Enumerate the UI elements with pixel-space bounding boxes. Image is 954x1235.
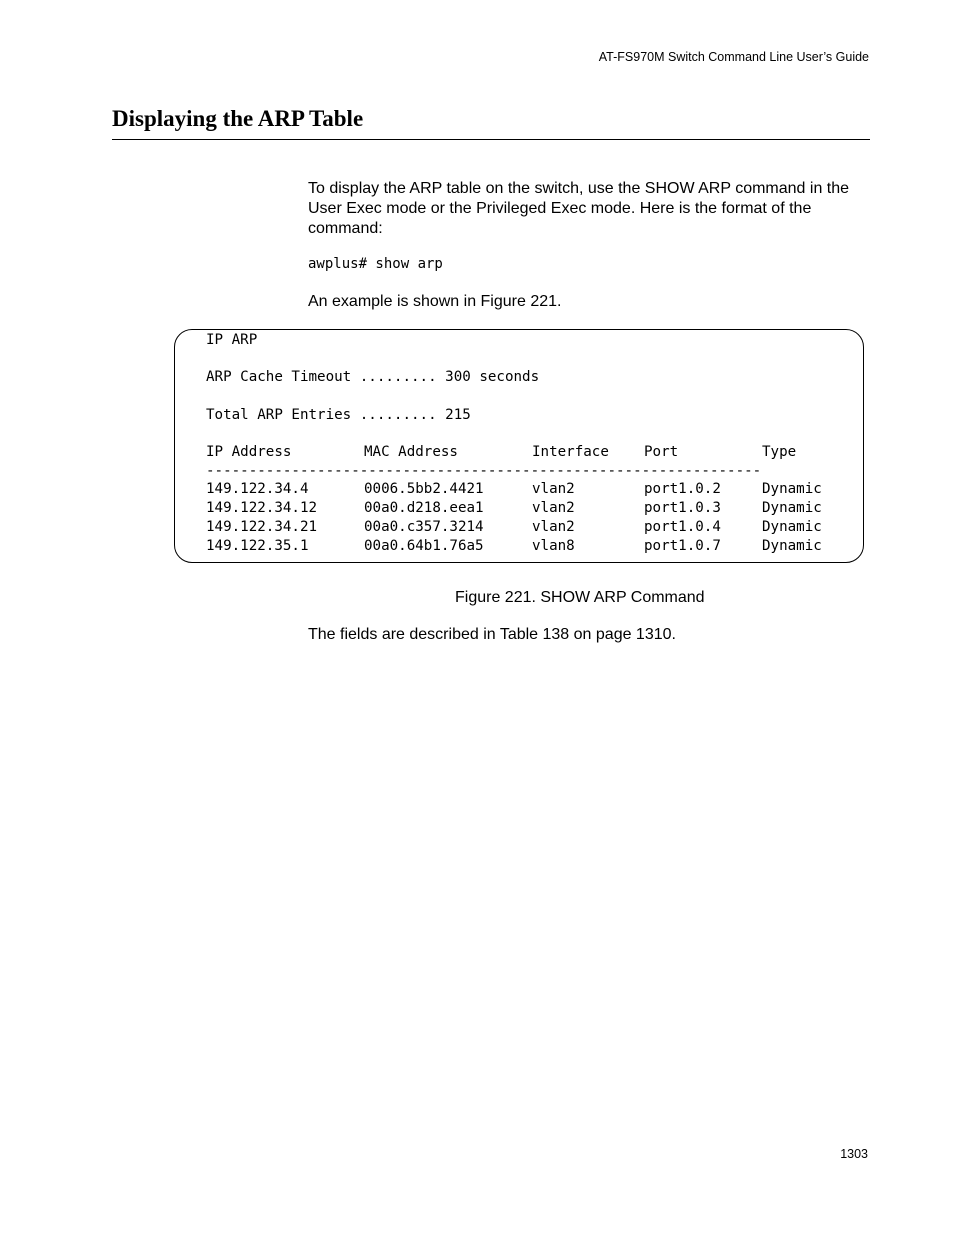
row-ip: 149.122.34.12 <box>206 500 318 516</box>
running-header: AT-FS970M Switch Command Line User’s Guide <box>598 50 869 64</box>
column-header-port: Port <box>644 444 679 460</box>
row-type: Dynamic <box>762 519 822 535</box>
row-type: Dynamic <box>762 538 822 554</box>
row-interface: vlan2 <box>532 519 575 535</box>
row-mac: 0006.5bb2.4421 <box>364 481 484 497</box>
figure-caption: Figure 221. SHOW ARP Command <box>455 589 705 606</box>
terminal-cache-timeout: ARP Cache Timeout ......... 300 seconds <box>206 369 540 385</box>
column-header-ip: IP Address <box>206 444 292 460</box>
terminal-separator: ----------------------------------------------------------------- <box>206 463 762 479</box>
section-title: Displaying the ARP Table <box>112 106 364 131</box>
terminal-total-entries: Total ARP Entries ......... 215 <box>206 407 471 423</box>
row-interface: vlan2 <box>532 481 575 497</box>
command-syntax: awplus# show arp <box>308 256 443 272</box>
row-mac: 00a0.64b1.76a5 <box>364 538 484 554</box>
row-interface: vlan2 <box>532 500 575 516</box>
row-type: Dynamic <box>762 500 822 516</box>
row-port: port1.0.2 <box>644 481 721 497</box>
row-port: port1.0.4 <box>644 519 721 535</box>
column-header-type: Type <box>762 444 797 460</box>
row-ip: 149.122.34.4 <box>206 481 309 497</box>
title-rule <box>112 139 870 140</box>
row-type: Dynamic <box>762 481 822 497</box>
row-ip: 149.122.35.1 <box>206 538 309 554</box>
fields-paragraph: The fields are described in Table 138 on page 1310. <box>308 626 676 643</box>
terminal-heading: IP ARP <box>206 332 258 348</box>
row-ip: 149.122.34.21 <box>206 519 318 535</box>
row-mac: 00a0.c357.3214 <box>364 519 484 535</box>
page-number: 1303 <box>840 1147 868 1161</box>
example-paragraph: An example is shown in Figure 221. <box>308 293 562 310</box>
row-port: port1.0.7 <box>644 538 721 554</box>
row-interface: vlan8 <box>532 538 575 554</box>
column-header-mac: MAC Address <box>364 444 458 460</box>
row-mac: 00a0.d218.eea1 <box>364 500 484 516</box>
intro-paragraph: To display the ARP table on the switch, use the SHOW ARP command in the User Exec mode or the Privileged Exec mode. Here is the format of the command: <box>308 180 850 237</box>
row-port: port1.0.3 <box>644 500 721 516</box>
column-header-interface: Interface <box>532 444 609 460</box>
